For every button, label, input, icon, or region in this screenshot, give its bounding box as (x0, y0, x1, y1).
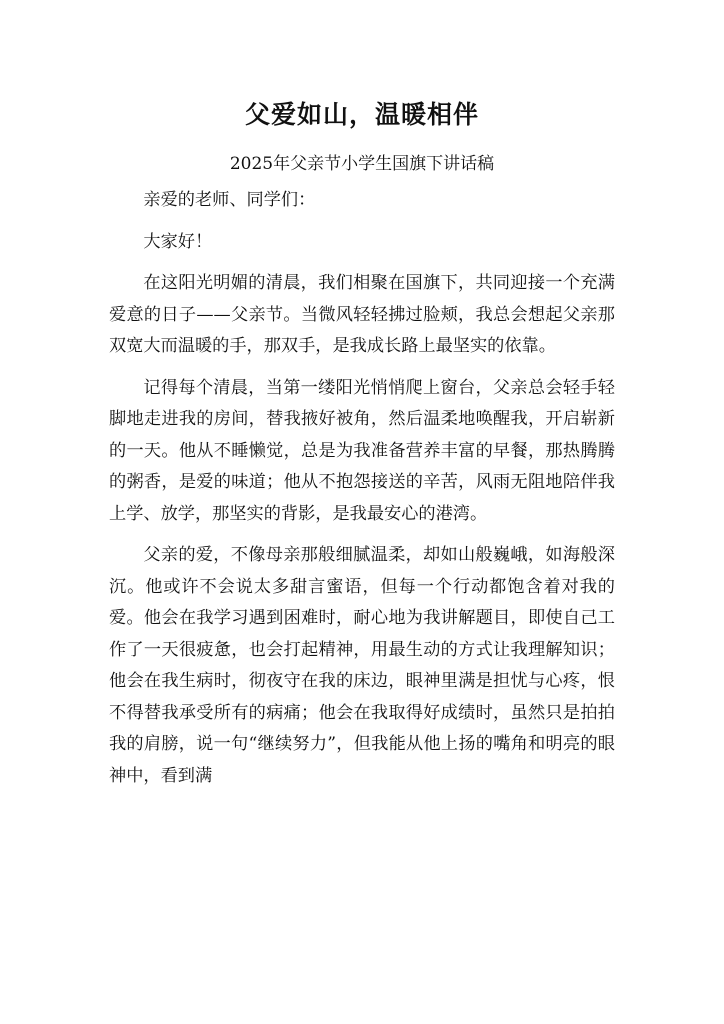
paragraph-morning: 记得每个清晨，当第一缕阳光悄悄爬上窗台，父亲总会轻手轻脚地走进我的房间，替我掖好被角，然后温柔地唤醒我，开启崭新的一天。他从不睡懒觉，总是为我准备营养丰富的早餐，那热腾腾的粥香，是爱的味道；他从不抱怨接送的辛苦，风雨无阻地陪伴我上学、放学，那坚实的背影，是我最安心的港湾。 (109, 377, 615, 524)
document-subtitle: 2025年父亲节小学生国旗下讲话稿 (229, 154, 495, 174)
paragraph-salutation: 亲爱的老师、同学们： (143, 190, 316, 210)
document-body (109, 185, 615, 792)
paragraph-intro: 在这阳光明媚的清晨，我们相聚在国旗下，共同迎接一个充满爱意的日子——父亲节。当微风轻轻拂过脸颊，我总会想起父亲那双宽大而温暖的手，那双手，是我成长路上最坚实的依靠。 (109, 273, 615, 356)
document-title: 父爱如山，温暖相伴 (244, 100, 479, 129)
paragraph-greeting: 大家好！ (143, 231, 213, 252)
paragraph-father-love: 父亲的爱，不像母亲那般细腻温柔，却如山般巍峨，如海般深沉。他或许不会说太多甜言蜜语，但每一个行动都饱含着对我的爱。他会在我学习遇到困难时，耐心地为我讲解题目，即使自己工作了一天很疲惫，也会打起精神，用最生动的方式让我理解知识；他会在我生病时，彻夜守在我的床边，眼神里满是担忧与心疼，恨不得替我承受所有的病痛；他会在我取得好成绩时，虽然只是拍拍我的肩膀，说一句“继续努力”，但我能从他上扬的嘴角和明亮的眼神中，看到满 (109, 545, 615, 786)
